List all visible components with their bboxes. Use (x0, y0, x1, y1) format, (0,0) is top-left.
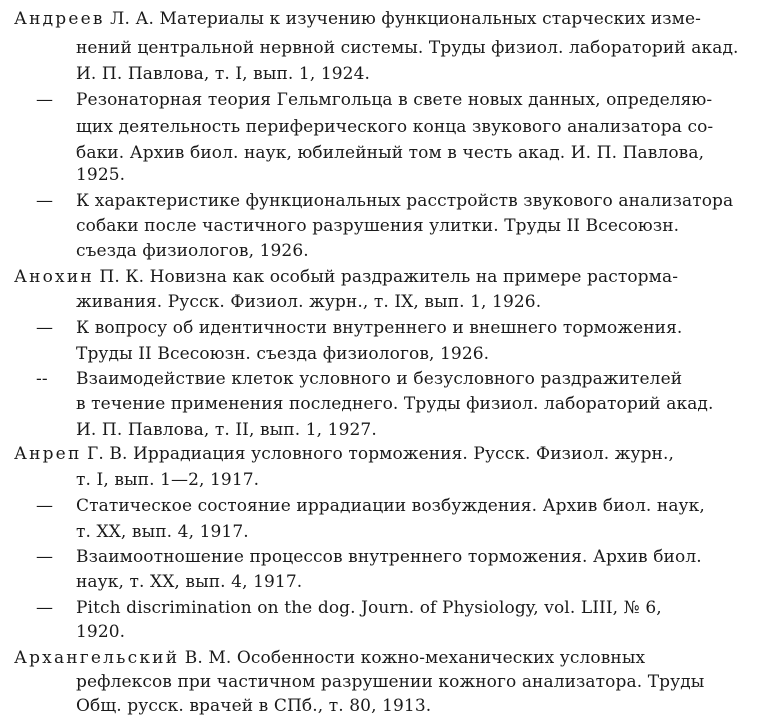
citation-text: Л. А. Материалы к изучению функциональных старческих изме- (110, 9, 702, 29)
entry-anokhin-line2: живания. Русск. Физиол. журн., т. IX, вып. 1, 1926. (76, 292, 542, 312)
entry-anokhin-line1 (14, 265, 678, 289)
ditto-dash: — (36, 191, 54, 211)
entry-anrep4-line2: 1920. (76, 622, 126, 642)
ditto-dash: — (36, 318, 54, 338)
entry-anokhin3-line1: Взаимодействие клеток условного и безусловного раздражителей (76, 369, 683, 389)
citation-text: В. М. Особенности кожно-механических условных (184, 648, 646, 668)
entry-arkhangelsky-line2: рефлексов при частичном разрушении кожного анализатора. Труды (76, 672, 705, 692)
entry-anokhin3-line2: в течение применения последнего. Труды физиол. лабораторий акад. (76, 394, 714, 414)
entry-andreev2-line3: баки. Архив биол. наук, юбилейный том в честь акад. И. П. Павлова, (76, 143, 705, 163)
entry-andreev3-line3: съезда физиологов, 1926. (76, 241, 309, 261)
citation-text: Г. В. Иррадиация условного торможения. Русск. Физиол. журн., (87, 444, 674, 464)
entry-anrep3-line1: Взаимоотношение процессов внутреннего торможения. Архив биол. (76, 547, 702, 567)
entry-arkhangelsky-line3: Общ. русск. врачей в СПб., т. 80, 1913. (76, 696, 432, 716)
entry-anokhin3-line3: И. П. Павлова, т. II, вып. 1, 1927. (76, 420, 377, 440)
entry-anrep-line1 (14, 442, 674, 466)
entry-anrep2-line2: т. XX, вып. 4, 1917. (76, 522, 249, 542)
ditto-dash: — (36, 547, 54, 567)
entry-andreev3-line2: собаки после частичного разрушения улитки. Труды II Всесоюзн. (76, 216, 680, 236)
entry-anrep4-line1: Pitch discrimination on the dog. Journ. of Physiology, vol. LIII, № 6, (76, 598, 662, 618)
ditto-dash: — (36, 598, 54, 618)
entry-andreev3-line1: К характеристике функциональных расстройств звукового анализатора (76, 191, 734, 211)
entry-anokhin2-line1: К вопросу об идентичности внутреннего и внешнего торможения. (76, 318, 683, 338)
entry-andreev-line1 (14, 7, 701, 31)
entry-arkhangelsky-line1 (14, 646, 645, 670)
entry-andreev2-line1: Резонаторная теория Гельмгольца в свете новых данных, определяю- (76, 90, 713, 110)
entry-andreev-line2: нений центральной нервной системы. Труды физиол. лабораторий акад. (76, 38, 739, 58)
author-name: Архангельский (14, 648, 180, 668)
ditto-dash: — (36, 496, 54, 516)
ditto-dash: -- (36, 369, 48, 389)
entry-anrep3-line2: наук, т. XX, вып. 4, 1917. (76, 572, 303, 592)
entry-andreev2-line4: 1925. (76, 165, 126, 185)
ditto-dash: — (36, 90, 54, 110)
entry-anrep-line2: т. I, вып. 1—2, 1917. (76, 470, 260, 490)
author-name: Андреев (14, 9, 105, 29)
author-name: Анреп (14, 444, 82, 464)
author-name: Анохин (14, 267, 94, 287)
entry-anrep2-line1: Статическое состояние иррадиации возбуждения. Архив биол. наук, (76, 496, 705, 516)
entry-anokhin2-line2: Труды II Всесоюзн. съезда физиологов, 1926. (76, 344, 490, 364)
citation-text: П. К. Новизна как особый раздражитель на примере растормa- (99, 267, 679, 287)
entry-andreev2-line2: щих деятельность периферического конца звукового анализатора со- (76, 117, 714, 137)
entry-andreev-line3: И. П. Павлова, т. I, вып. 1, 1924. (76, 64, 371, 84)
